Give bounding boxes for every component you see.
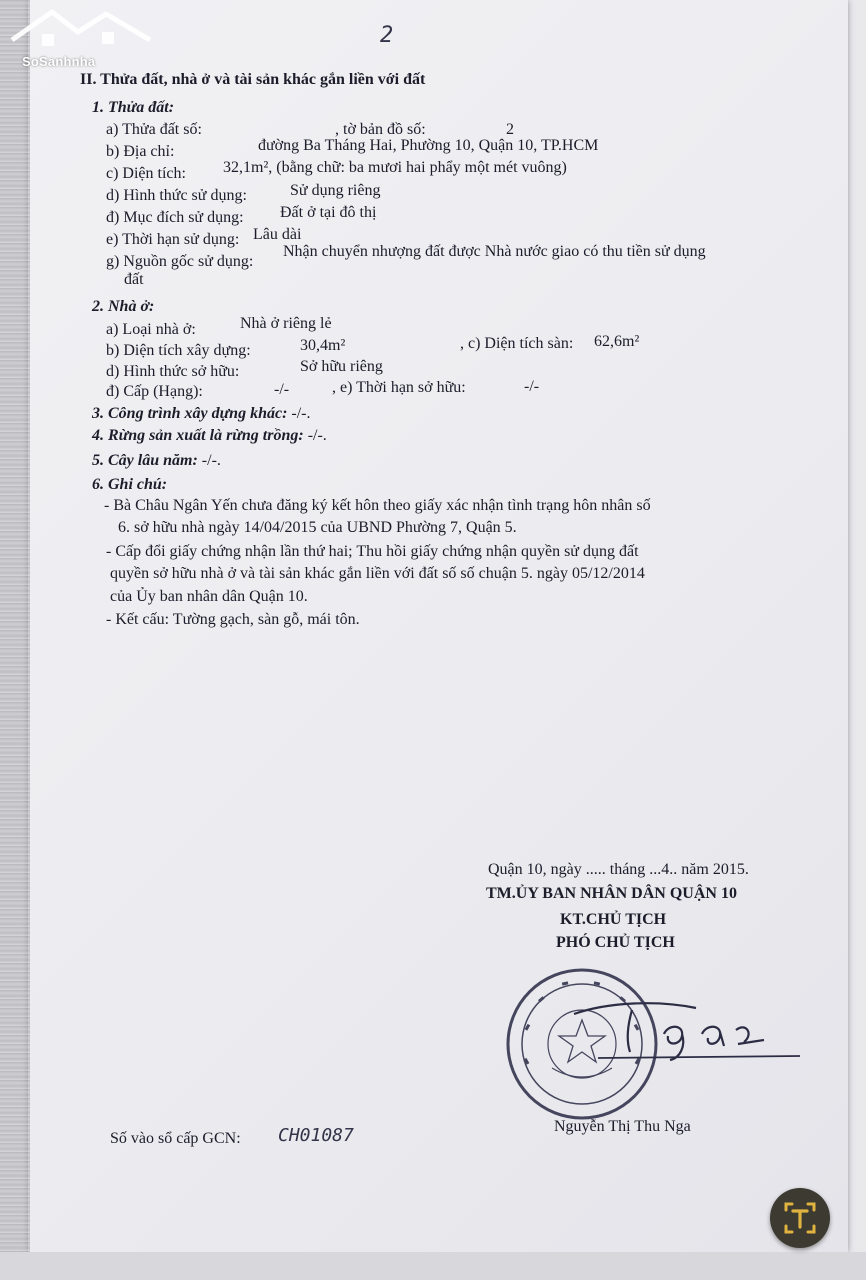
note-2-line-2: quyền sở hữu nhà ở và tài sản khác gắn liền với đất số số chuận 5. ngày 05/12/2014 <box>110 565 645 582</box>
note-3: - Kết cấu: Tường gạch, sàn gỗ, mái tôn. <box>106 611 360 628</box>
issue-date: Quận 10, ngày ..... tháng ...4.. năm 2015. <box>488 861 749 878</box>
house-c-label: , c) Diện tích sàn: <box>460 335 574 352</box>
section-4 <box>92 426 327 446</box>
registry-label: Số vào sổ cấp GCN: <box>110 1130 241 1147</box>
house-e-value: -/- <box>524 378 540 395</box>
certificate-page <box>28 0 848 1252</box>
scan-edge-bottom <box>0 1252 866 1280</box>
house-d-value: Sở hữu riêng <box>300 358 383 375</box>
section-heading: II. Thửa đất, nhà ở và tài sản khác gắn liền với đất <box>80 71 426 88</box>
note-1-line-2: 6. sở hữu nhà ngày 14/04/2015 của UBND Phường 7, Quận 5. <box>118 519 517 536</box>
section-5-title: 5. Cây lâu năm: <box>92 452 198 469</box>
registry-value: CH01087 <box>278 1125 354 1146</box>
land-d-label: d) Hình thức sử dụng: <box>106 187 247 204</box>
section-5-value: -/-. <box>197 452 221 469</box>
house-b-label: b) Diện tích xây dựng: <box>106 342 251 359</box>
section-4-value: -/-. <box>303 427 327 444</box>
land-e-label: e) Thời hạn sử dụng: <box>106 231 240 248</box>
translate-button[interactable] <box>770 1188 830 1248</box>
section-3-value: -/-. <box>287 405 311 422</box>
note-2-line-3: của Ủy ban nhân dân Quận 10. <box>110 588 308 605</box>
page-mark: 2 <box>380 23 394 48</box>
section-3 <box>92 404 311 424</box>
house-dd-label: đ) Cấp (Hạng): <box>106 383 203 400</box>
signer-name: Nguyễn Thị Thu Nga <box>554 1118 691 1135</box>
handwritten-signature <box>568 994 828 1064</box>
scan-edge-left <box>0 0 30 1280</box>
house-d-label: d) Hình thức sở hữu: <box>106 363 240 380</box>
house-logo-icon <box>4 6 156 58</box>
translate-icon <box>782 1200 818 1236</box>
section-4-title: 4. Rừng sản xuất là rừng trồng: <box>92 427 304 444</box>
land-a-map-value: 2 <box>506 121 514 138</box>
land-title: 1. Thửa đất: <box>92 99 175 116</box>
section-5 <box>92 451 221 471</box>
land-g-value-cont: đất <box>124 271 144 288</box>
note-1-line-1: - Bà Châu Ngân Yến chưa đăng ký kết hôn theo giấy xác nhận tình trạng hôn nhân số <box>104 497 651 514</box>
land-a-label: a) Thửa đất số: <box>106 121 202 138</box>
land-a-map-label: , tờ bản đồ số: <box>335 121 426 138</box>
land-d-value: Sử dụng riêng <box>290 182 381 199</box>
land-g-value: Nhận chuyển nhượng đất được Nhà nước giao có thu tiền sử dụng <box>283 243 706 260</box>
land-b-value: đường Ba Tháng Hai, Phường 10, Quận 10, TP.HCM <box>258 137 599 154</box>
land-e-value: Lâu dài <box>253 226 302 243</box>
house-e-label: , e) Thời hạn sở hữu: <box>332 379 466 396</box>
watermark-brand: SoSanhnha <box>22 54 96 69</box>
house-c-value: 62,6m² <box>594 333 640 350</box>
house-title: 2. Nhà ở: <box>92 298 155 315</box>
section-3-title: 3. Công trình xây dựng khác: <box>92 405 288 422</box>
signer-title-1: KT.CHỦ TỊCH <box>560 911 667 928</box>
house-b-value: 30,4m² <box>300 337 346 354</box>
issuing-authority: TM.ỦY BAN NHÂN DÂN QUẬN 10 <box>486 885 737 902</box>
land-dd-label: đ) Mục đích sử dụng: <box>106 209 244 226</box>
sosanhnha-watermark <box>4 6 156 76</box>
land-dd-value: Đất ở tại đô thị <box>280 204 377 221</box>
land-g-label: g) Nguồn gốc sử dụng: <box>106 253 254 270</box>
house-a-label: a) Loại nhà ở: <box>106 321 196 338</box>
land-c-label: c) Diện tích: <box>106 165 186 182</box>
note-2-line-1: - Cấp đổi giấy chứng nhận lần thứ hai; Thu hồi giấy chứng nhận quyền sử dụng đất <box>106 543 639 560</box>
land-b-label: b) Địa chỉ: <box>106 143 175 160</box>
land-c-value: 32,1m², (bằng chữ: ba mươi hai phẩy một mét vuông) <box>223 159 567 176</box>
house-dd-value: -/- <box>274 381 290 398</box>
house-a-value: Nhà ở riêng lẻ <box>240 315 332 332</box>
notes-title: 6. Ghi chú: <box>92 476 168 493</box>
signer-title-2: PHÓ CHỦ TỊCH <box>556 934 675 951</box>
